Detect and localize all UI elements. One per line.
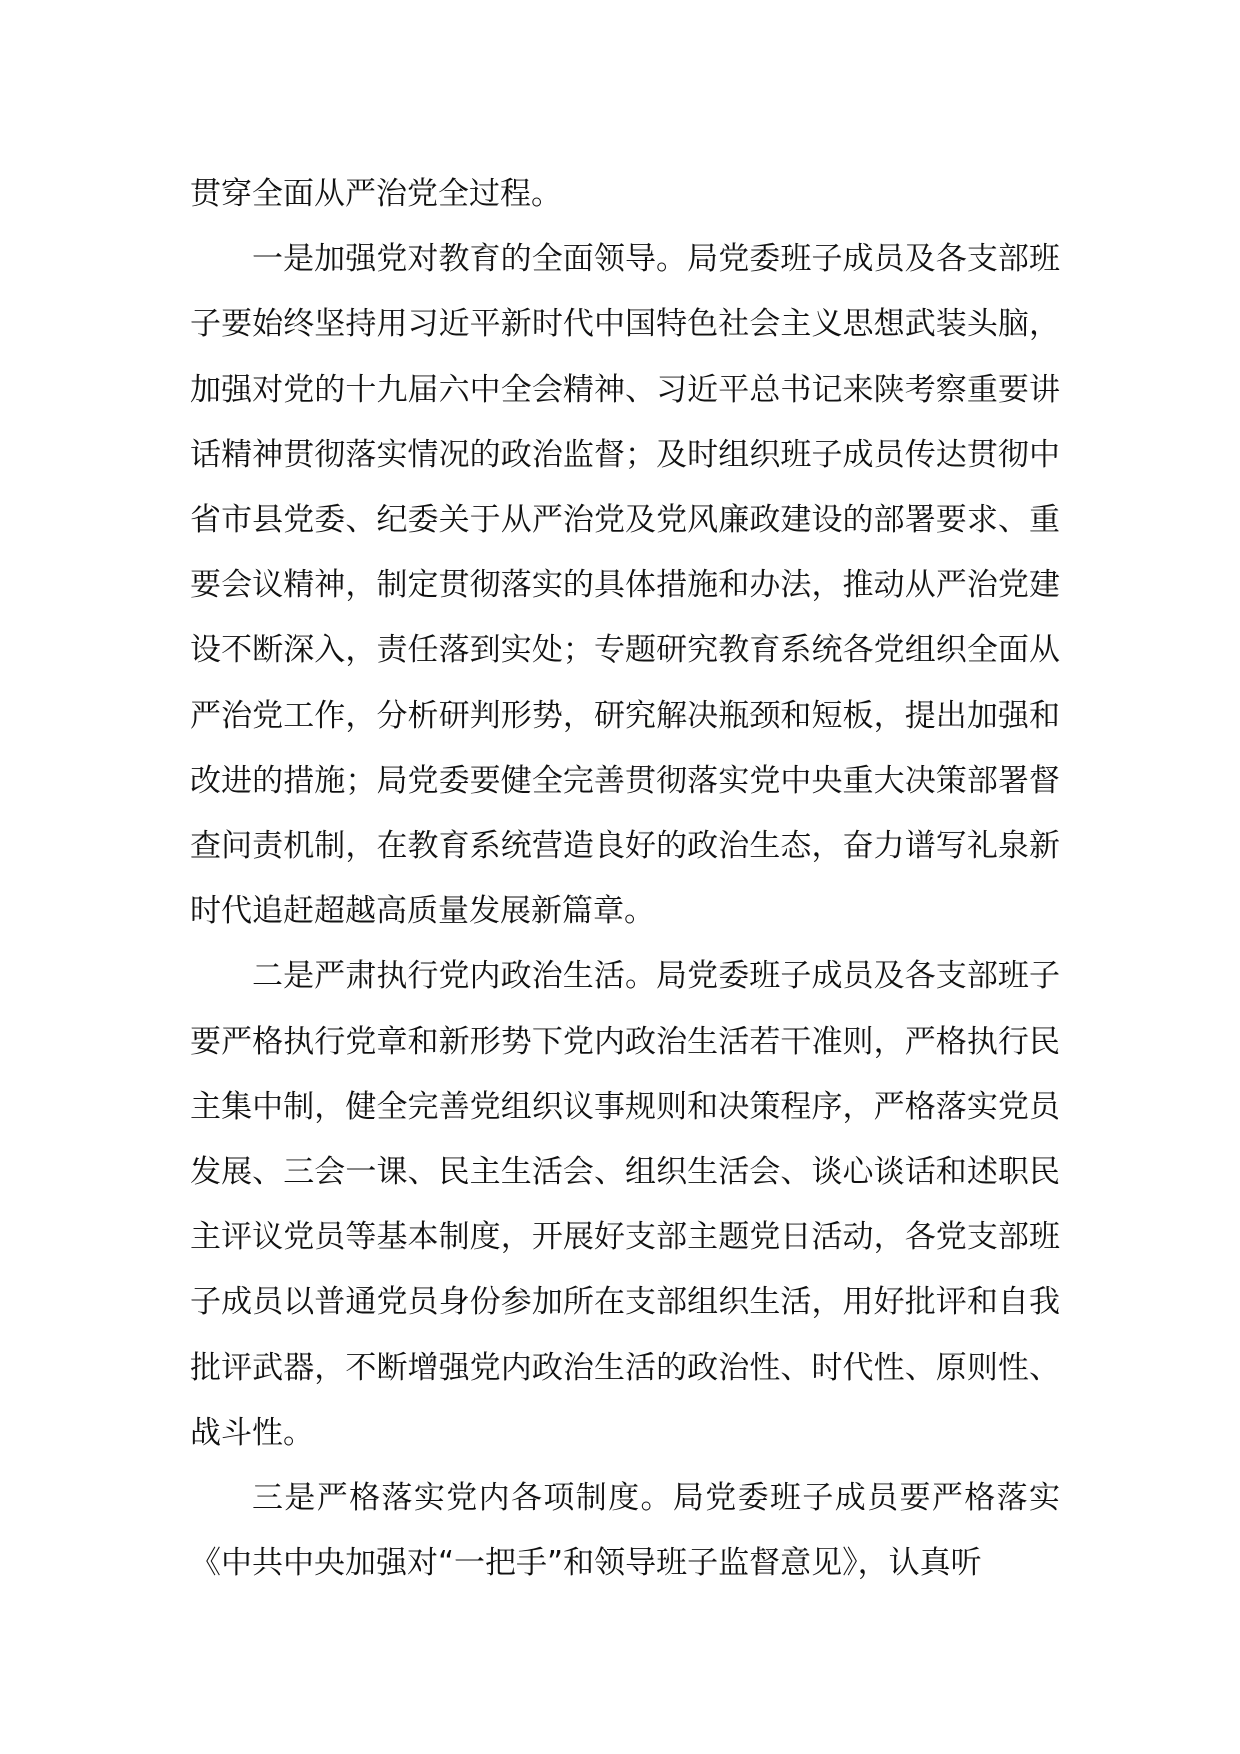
paragraph-continuation: 贯穿全面从严治党全过程。 xyxy=(190,176,562,212)
document-body xyxy=(190,162,1060,1596)
paragraph-party-systems: 三是严格落实党内各项制度。局党委班子成员要严格落实《中共中央加强对“一把手”和领导班子监督意见》，认真听 xyxy=(190,1480,1060,1582)
paragraph-party-leadership: 一是加强党对教育的全面领导。局党委班子成员及各支部班子要始终坚持用习近平新时代中国特色社会主义思想武装头脑，加强对党的十九届六中全会精神、习近平总书记来陕考察重要讲话精神贯彻落实情况的政治监督；及时组织班子成员传达贯彻中省市县党委、纪委关于从严治党及党风廉政建设的部署要求、重要会议精神，制定贯彻落实的具体措施和办法，推动从严治党建设不断深入，责任落到实处；专题研究教育系统各党组织全面从严治党工作，分析研判形势，研究解决瓶颈和短板，提出加强和改进的措施；局党委要健全完善贯彻落实党中央重大决策部署督查问责机制，在教育系统营造良好的政治生态，奋力谱写礼泉新时代追赶超越高质量发展新篇章。 xyxy=(190,241,1060,930)
paragraph-political-life: 二是严肃执行党内政治生活。局党委班子成员及各支部班子要严格执行党章和新形势下党内政治生活若干准则，严格执行民主集中制，健全完善党组织议事规则和决策程序，严格落实党员发展、三会一课、民主生活会、组织生活会、谈心谈话和述职民主评议党员等基本制度，开展好支部主题党日活动，各党支部班子成员以普通党员身份参加所在支部组织生活，用好批评和自我批评武器，不断增强党内政治生活的政治性、时代性、原则性、战斗性。 xyxy=(190,958,1060,1451)
